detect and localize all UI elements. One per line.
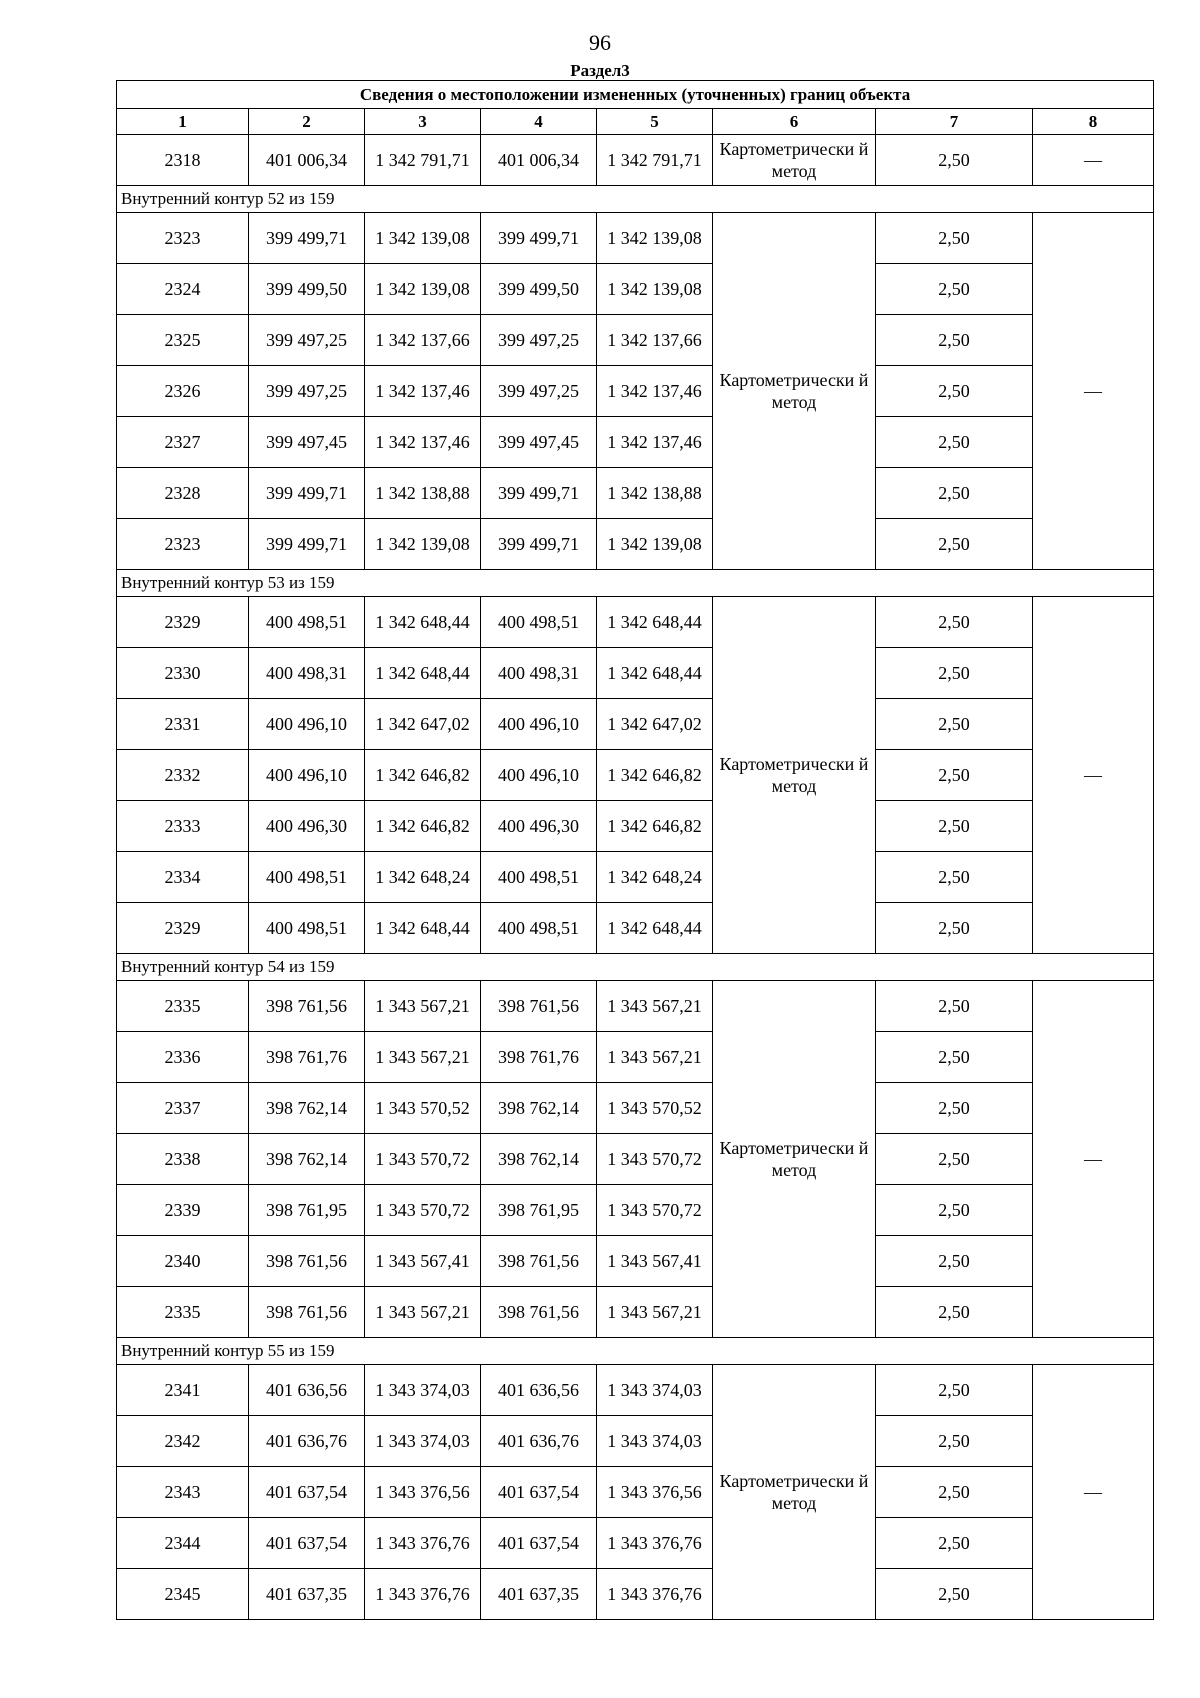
- coord-y-refined: 1 342 648,44: [597, 903, 713, 954]
- coord-x-existing: 398 762,14: [249, 1083, 365, 1134]
- coord-y-refined: 1 342 137,46: [597, 366, 713, 417]
- table-row: [117, 852, 1154, 903]
- coord-y-refined: 1 342 139,08: [597, 519, 713, 570]
- coord-y-refined: 1 342 137,46: [597, 417, 713, 468]
- point-number: 2342: [117, 1416, 249, 1467]
- coord-x-existing: 400 496,10: [249, 699, 365, 750]
- precision-cell: 2,50: [876, 1569, 1033, 1620]
- coord-y-refined: 1 343 376,76: [597, 1569, 713, 1620]
- coord-x-existing: 398 761,56: [249, 1287, 365, 1338]
- point-number: 2324: [117, 264, 249, 315]
- precision-cell: 2,50: [876, 417, 1033, 468]
- note-cell: —: [1033, 213, 1154, 570]
- coord-y-existing: 1 343 567,21: [365, 1032, 481, 1083]
- precision-cell: 2,50: [876, 519, 1033, 570]
- precision-cell: 2,50: [876, 264, 1033, 315]
- coord-x-refined: 399 499,71: [481, 519, 597, 570]
- method-cell: Картометрически й метод: [713, 597, 876, 954]
- point-number: 2329: [117, 597, 249, 648]
- coord-x-refined: 399 499,71: [481, 213, 597, 264]
- contour-label: Внутренний контур 55 из 159: [117, 1338, 1154, 1365]
- coord-y-refined: 1 342 139,08: [597, 213, 713, 264]
- point-number: 2335: [117, 981, 249, 1032]
- point-number: 2327: [117, 417, 249, 468]
- coord-y-refined: 1 342 647,02: [597, 699, 713, 750]
- table-row: [117, 213, 1154, 264]
- column-header: 4: [481, 109, 597, 135]
- table-row: [117, 801, 1154, 852]
- coord-y-refined: 1 342 138,88: [597, 468, 713, 519]
- point-number: 2325: [117, 315, 249, 366]
- precision-cell: 2,50: [876, 981, 1033, 1032]
- coord-x-refined: 399 499,50: [481, 264, 597, 315]
- coord-y-existing: 1 342 646,82: [365, 801, 481, 852]
- precision-cell: 2,50: [876, 903, 1033, 954]
- point-number: 2328: [117, 468, 249, 519]
- precision-cell: 2,50: [876, 1467, 1033, 1518]
- coord-x-refined: 400 498,31: [481, 648, 597, 699]
- table-row: [117, 648, 1154, 699]
- coord-y-existing: 1 342 137,66: [365, 315, 481, 366]
- coord-y-refined: 1 342 137,66: [597, 315, 713, 366]
- precision-cell: 2,50: [876, 366, 1033, 417]
- point-number: 2345: [117, 1569, 249, 1620]
- contour-header-row: [117, 1338, 1154, 1365]
- coord-x-existing: 399 497,25: [249, 366, 365, 417]
- coord-x-refined: 398 761,76: [481, 1032, 597, 1083]
- coord-x-refined: 400 496,10: [481, 750, 597, 801]
- coord-x-refined: 400 498,51: [481, 597, 597, 648]
- point-number: 2339: [117, 1185, 249, 1236]
- coord-x-existing: 399 499,71: [249, 519, 365, 570]
- point-number: 2338: [117, 1134, 249, 1185]
- coord-x-existing: 399 497,45: [249, 417, 365, 468]
- table-row: [117, 468, 1154, 519]
- point-number: 2332: [117, 750, 249, 801]
- coord-y-existing: 1 343 570,72: [365, 1134, 481, 1185]
- coord-y-existing: 1 342 647,02: [365, 699, 481, 750]
- table-row: [117, 903, 1154, 954]
- coord-y-refined: 1 342 648,44: [597, 648, 713, 699]
- coord-x-existing: 400 498,31: [249, 648, 365, 699]
- coord-x-existing: 398 761,56: [249, 981, 365, 1032]
- table-row: [117, 1569, 1154, 1620]
- coord-y-existing: 1 343 570,52: [365, 1083, 481, 1134]
- point-number: 2335: [117, 1287, 249, 1338]
- coord-y-existing: 1 342 648,44: [365, 903, 481, 954]
- table-row: [117, 417, 1154, 468]
- coord-y-refined: 1 343 567,21: [597, 1032, 713, 1083]
- point-number: 2340: [117, 1236, 249, 1287]
- table-row: [117, 135, 1154, 186]
- coord-x-refined: 398 761,56: [481, 1287, 597, 1338]
- coord-y-existing: 1 342 791,71: [365, 135, 481, 186]
- method-cell: Картометрически й метод: [713, 981, 876, 1338]
- column-header: 6: [713, 109, 876, 135]
- coord-x-existing: 401 637,54: [249, 1467, 365, 1518]
- table-row: [117, 1518, 1154, 1569]
- point-number: 2326: [117, 366, 249, 417]
- precision-cell: 2,50: [876, 801, 1033, 852]
- coord-y-existing: 1 342 648,24: [365, 852, 481, 903]
- method-cell: Картометрически й метод: [713, 1365, 876, 1620]
- table-row: [117, 519, 1154, 570]
- coord-y-existing: 1 342 648,44: [365, 597, 481, 648]
- coord-x-existing: 400 498,51: [249, 903, 365, 954]
- coord-x-existing: 401 006,34: [249, 135, 365, 186]
- section-label: Раздел3: [570, 61, 630, 80]
- column-header: 2: [249, 109, 365, 135]
- precision-cell: 2,50: [876, 1185, 1033, 1236]
- coord-y-refined: 1 343 567,21: [597, 1287, 713, 1338]
- coord-y-existing: 1 342 139,08: [365, 264, 481, 315]
- note-cell: —: [1033, 1365, 1154, 1620]
- coord-x-refined: 400 498,51: [481, 903, 597, 954]
- column-header: 8: [1033, 109, 1154, 135]
- coord-x-refined: 399 497,25: [481, 315, 597, 366]
- contour-label: Внутренний контур 53 из 159: [117, 570, 1154, 597]
- coord-x-existing: 398 762,14: [249, 1134, 365, 1185]
- precision-cell: 2,50: [876, 1416, 1033, 1467]
- coord-y-existing: 1 343 374,03: [365, 1416, 481, 1467]
- point-number: 2337: [117, 1083, 249, 1134]
- coord-y-refined: 1 343 376,76: [597, 1518, 713, 1569]
- point-number: 2336: [117, 1032, 249, 1083]
- precision-cell: 2,50: [876, 699, 1033, 750]
- coord-y-existing: 1 343 376,76: [365, 1569, 481, 1620]
- coord-x-refined: 398 762,14: [481, 1083, 597, 1134]
- coord-x-existing: 398 761,76: [249, 1032, 365, 1083]
- coord-y-existing: 1 343 376,76: [365, 1518, 481, 1569]
- coord-x-existing: 399 499,71: [249, 468, 365, 519]
- table-row: [117, 1467, 1154, 1518]
- coord-x-existing: 401 636,56: [249, 1365, 365, 1416]
- coord-x-existing: 398 761,95: [249, 1185, 365, 1236]
- coord-y-refined: 1 343 374,03: [597, 1365, 713, 1416]
- table-row: [117, 1083, 1154, 1134]
- coord-y-existing: 1 342 137,46: [365, 417, 481, 468]
- coord-y-existing: 1 342 648,44: [365, 648, 481, 699]
- table-row: [117, 1416, 1154, 1467]
- precision-cell: 2,50: [876, 213, 1033, 264]
- precision-cell: 2,50: [876, 1365, 1033, 1416]
- coord-x-existing: 399 499,71: [249, 213, 365, 264]
- coord-x-existing: 401 637,35: [249, 1569, 365, 1620]
- coord-x-refined: 398 761,56: [481, 981, 597, 1032]
- coord-y-existing: 1 343 567,21: [365, 1287, 481, 1338]
- precision-cell: 2,50: [876, 1083, 1033, 1134]
- precision-cell: 2,50: [876, 135, 1033, 186]
- precision-cell: 2,50: [876, 1287, 1033, 1338]
- method-cell: Картометрически й метод: [713, 213, 876, 570]
- contour-label: Внутренний контур 52 из 159: [117, 186, 1154, 213]
- note-cell: —: [1033, 981, 1154, 1338]
- coord-y-existing: 1 342 137,46: [365, 366, 481, 417]
- contour-header-row: [117, 186, 1154, 213]
- table-row: [117, 1134, 1154, 1185]
- precision-cell: 2,50: [876, 750, 1033, 801]
- precision-cell: 2,50: [876, 1032, 1033, 1083]
- coord-y-existing: 1 342 139,08: [365, 213, 481, 264]
- coord-x-existing: 398 761,56: [249, 1236, 365, 1287]
- coord-x-existing: 401 636,76: [249, 1416, 365, 1467]
- coord-x-refined: 401 006,34: [481, 135, 597, 186]
- table-row: [117, 1032, 1154, 1083]
- precision-cell: 2,50: [876, 648, 1033, 699]
- coord-x-refined: 400 496,30: [481, 801, 597, 852]
- boundary-coordinates-table: [116, 80, 1154, 1620]
- coord-x-refined: 399 497,25: [481, 366, 597, 417]
- coord-y-existing: 1 343 570,72: [365, 1185, 481, 1236]
- column-header: 3: [365, 109, 481, 135]
- point-number: 2323: [117, 213, 249, 264]
- precision-cell: 2,50: [876, 468, 1033, 519]
- contour-header-row: [117, 570, 1154, 597]
- coord-x-refined: 400 498,51: [481, 852, 597, 903]
- coord-y-refined: 1 342 791,71: [597, 135, 713, 186]
- precision-cell: 2,50: [876, 597, 1033, 648]
- coord-y-refined: 1 343 376,56: [597, 1467, 713, 1518]
- coord-y-existing: 1 343 376,56: [365, 1467, 481, 1518]
- coord-x-refined: 401 637,54: [481, 1467, 597, 1518]
- note-cell: —: [1033, 135, 1154, 186]
- method-cell: Картометрически й метод: [713, 135, 876, 186]
- coord-y-refined: 1 343 567,41: [597, 1236, 713, 1287]
- table-row: [117, 750, 1154, 801]
- point-number: 2323: [117, 519, 249, 570]
- coord-y-refined: 1 342 646,82: [597, 801, 713, 852]
- point-number: 2343: [117, 1467, 249, 1518]
- coord-y-existing: 1 343 567,41: [365, 1236, 481, 1287]
- column-header-row: [117, 109, 1154, 135]
- table-row: [117, 699, 1154, 750]
- coord-x-existing: 400 496,10: [249, 750, 365, 801]
- table-row: [117, 981, 1154, 1032]
- table-row: [117, 315, 1154, 366]
- coord-x-existing: 401 637,54: [249, 1518, 365, 1569]
- point-number: 2329: [117, 903, 249, 954]
- coord-y-existing: 1 342 138,88: [365, 468, 481, 519]
- coord-x-existing: 400 496,30: [249, 801, 365, 852]
- coord-x-refined: 399 497,45: [481, 417, 597, 468]
- table-row: [117, 1236, 1154, 1287]
- precision-cell: 2,50: [876, 1518, 1033, 1569]
- point-number: 2331: [117, 699, 249, 750]
- coord-y-refined: 1 342 646,82: [597, 750, 713, 801]
- coord-y-existing: 1 342 139,08: [365, 519, 481, 570]
- contour-label: Внутренний контур 54 из 159: [117, 954, 1154, 981]
- coord-y-refined: 1 343 374,03: [597, 1416, 713, 1467]
- table-row: [117, 264, 1154, 315]
- coord-x-existing: 400 498,51: [249, 597, 365, 648]
- coord-x-existing: 399 497,25: [249, 315, 365, 366]
- point-number: 2330: [117, 648, 249, 699]
- point-number: 2334: [117, 852, 249, 903]
- table-row: [117, 597, 1154, 648]
- coord-x-refined: 401 636,76: [481, 1416, 597, 1467]
- column-header: 1: [117, 109, 249, 135]
- coord-y-refined: 1 343 570,72: [597, 1185, 713, 1236]
- note-cell: —: [1033, 597, 1154, 954]
- coord-y-existing: 1 342 646,82: [365, 750, 481, 801]
- coord-y-refined: 1 342 648,44: [597, 597, 713, 648]
- column-header: 7: [876, 109, 1033, 135]
- point-number: 2344: [117, 1518, 249, 1569]
- point-number: 2318: [117, 135, 249, 186]
- coord-y-refined: 1 343 570,52: [597, 1083, 713, 1134]
- precision-cell: 2,50: [876, 852, 1033, 903]
- coord-x-refined: 401 636,56: [481, 1365, 597, 1416]
- coord-x-existing: 399 499,50: [249, 264, 365, 315]
- table-row: [117, 1185, 1154, 1236]
- point-number: 2333: [117, 801, 249, 852]
- coord-x-refined: 398 761,56: [481, 1236, 597, 1287]
- coord-x-refined: 398 761,95: [481, 1185, 597, 1236]
- table-title: Сведения о местоположении измененных (уточненных) границ объекта: [117, 81, 1154, 109]
- coord-y-existing: 1 343 374,03: [365, 1365, 481, 1416]
- table-row: [117, 1365, 1154, 1416]
- coord-x-refined: 401 637,35: [481, 1569, 597, 1620]
- coord-y-refined: 1 343 567,21: [597, 981, 713, 1032]
- coord-x-existing: 400 498,51: [249, 852, 365, 903]
- table-title-row: [117, 81, 1154, 109]
- precision-cell: 2,50: [876, 315, 1033, 366]
- table-row: [117, 1287, 1154, 1338]
- contour-header-row: [117, 954, 1154, 981]
- coord-x-refined: 398 762,14: [481, 1134, 597, 1185]
- coord-y-refined: 1 343 570,72: [597, 1134, 713, 1185]
- page-number: 96: [589, 30, 611, 55]
- coord-x-refined: 399 499,71: [481, 468, 597, 519]
- table-row: [117, 366, 1154, 417]
- coord-x-refined: 400 496,10: [481, 699, 597, 750]
- coord-y-refined: 1 342 139,08: [597, 264, 713, 315]
- point-number: 2341: [117, 1365, 249, 1416]
- precision-cell: 2,50: [876, 1134, 1033, 1185]
- coord-y-refined: 1 342 648,24: [597, 852, 713, 903]
- coord-x-refined: 401 637,54: [481, 1518, 597, 1569]
- coord-y-existing: 1 343 567,21: [365, 981, 481, 1032]
- precision-cell: 2,50: [876, 1236, 1033, 1287]
- column-header: 5: [597, 109, 713, 135]
